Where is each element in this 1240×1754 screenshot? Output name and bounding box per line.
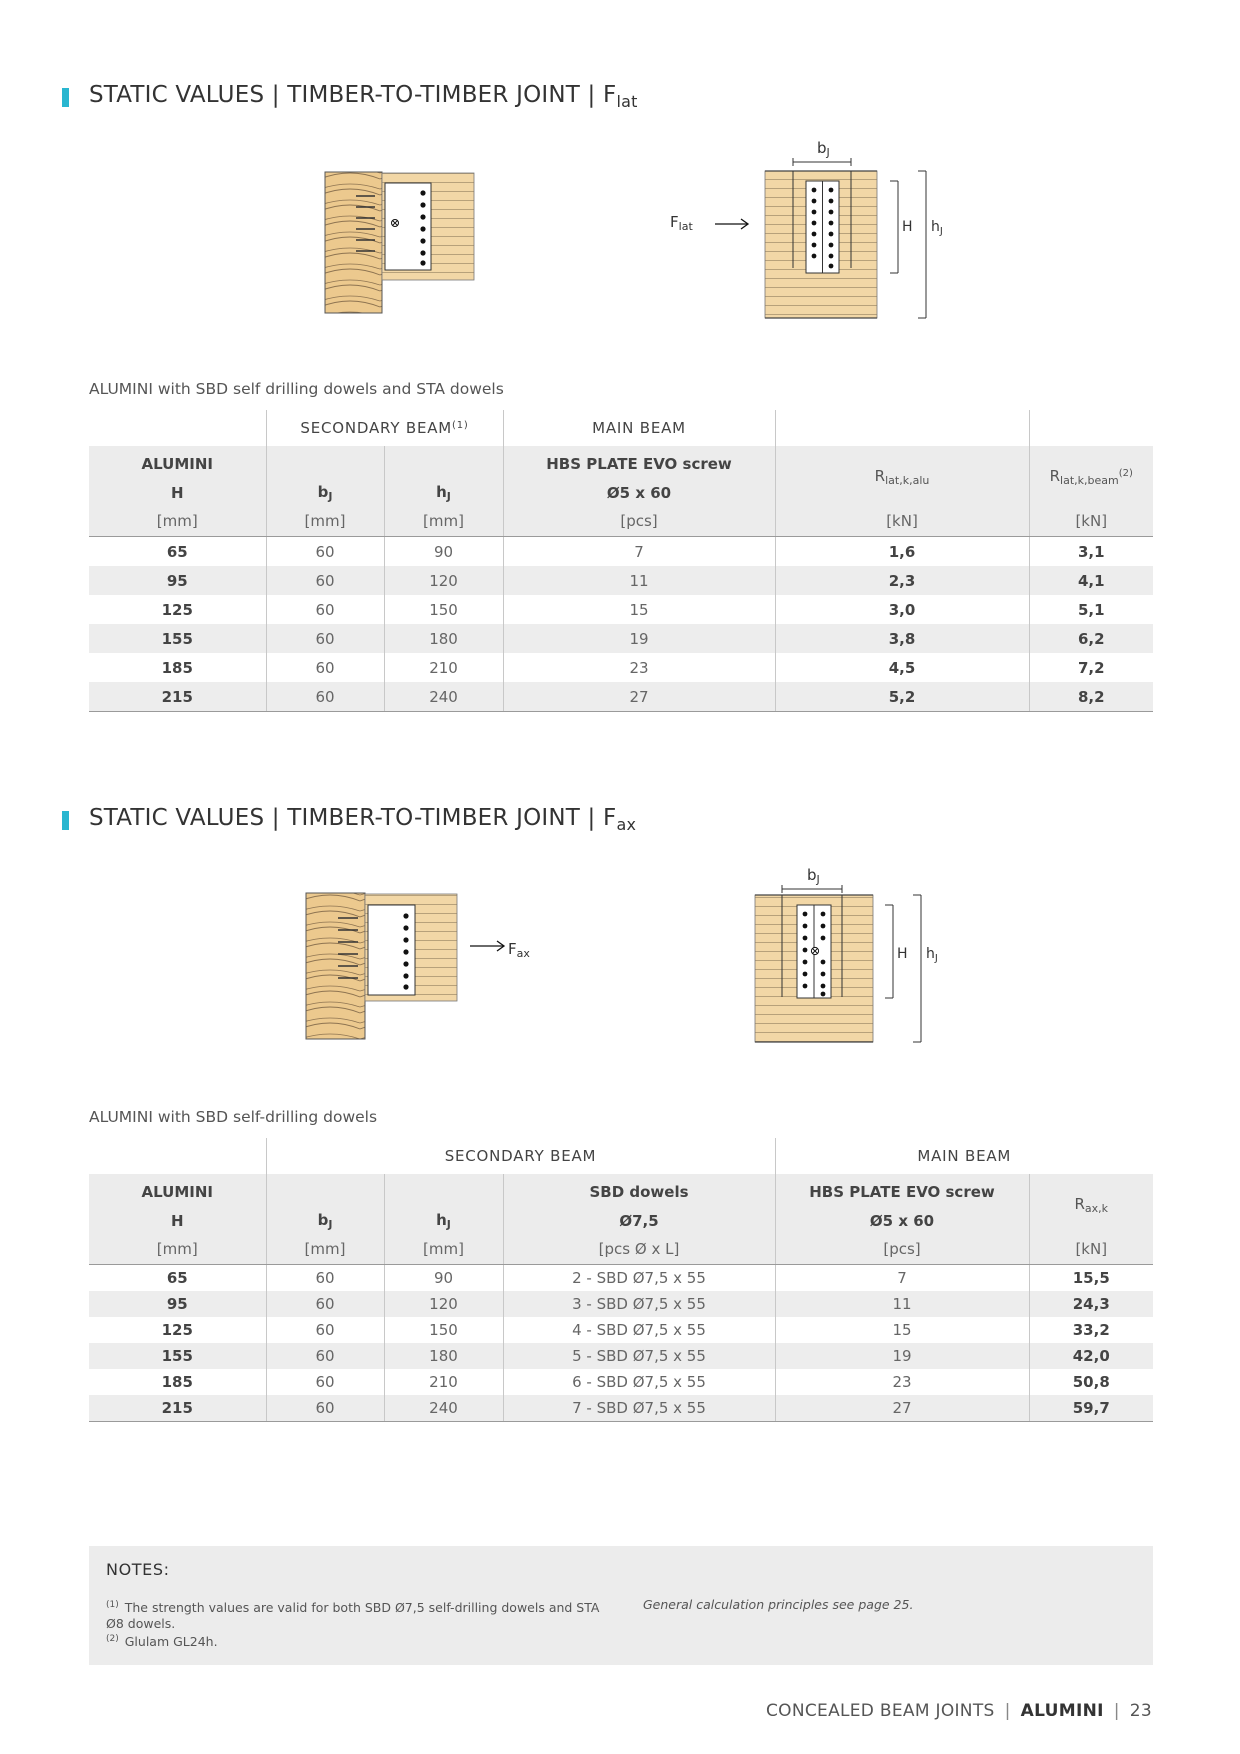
- table-cell: 27: [503, 682, 775, 712]
- table-cell: 185: [161, 658, 193, 677]
- header-r-lat-alu: $R_{lat,k,alu}$: [775, 446, 1029, 506]
- table-cell: 23: [503, 653, 775, 682]
- diagram-flat-side-view: [320, 165, 480, 320]
- table-cell: 6 - SBD Ø7,5 x 55: [503, 1369, 775, 1395]
- table-cell: 19: [775, 1343, 1029, 1369]
- table-header-row: [89, 1207, 1153, 1234]
- table-cell: 60: [266, 595, 384, 624]
- table1-caption: ALUMINI with SBD self drilling dowels and STA dowels: [89, 380, 504, 398]
- bj-label: $b_J$: [807, 866, 820, 886]
- header-r-lat-beam: $R_{lat,k,beam}^{(2)}$: [1029, 446, 1153, 506]
- table-cell: 240: [384, 1395, 503, 1422]
- table-units-row: [89, 506, 1153, 537]
- section-marker: [62, 811, 69, 830]
- table-cell: 60: [266, 653, 384, 682]
- table-cell: 90: [384, 1265, 503, 1292]
- H-label: H: [897, 946, 908, 962]
- table-cell: 65: [166, 542, 188, 561]
- table-cell: 150: [384, 1317, 503, 1343]
- note-general: General calculation principles see page 25.: [643, 1597, 914, 1612]
- unit-hj: [mm]: [384, 506, 503, 537]
- table-row: [89, 682, 1153, 712]
- table-cell: 125: [161, 600, 193, 619]
- table-cell: 15: [503, 595, 775, 624]
- header-hj: $h_J$: [384, 1207, 503, 1234]
- table-cell: 23: [775, 1369, 1029, 1395]
- table-cell: 3 - SBD Ø7,5 x 55: [503, 1291, 775, 1317]
- table-cell: 215: [89, 682, 266, 712]
- notes-box: [89, 1546, 1153, 1665]
- table-cell: 60: [266, 1395, 384, 1422]
- table-cell: 4,1: [1029, 566, 1153, 595]
- table-cell: 24,3: [1029, 1291, 1153, 1317]
- group-secondary-beam: SECONDARY BEAM$^{(1)}$: [266, 410, 503, 446]
- hj-label: $h_J$: [926, 946, 938, 964]
- table-cell: 60: [266, 624, 384, 653]
- table2-caption: ALUMINI with SBD self-drilling dowels: [89, 1108, 378, 1126]
- table-cell: 60: [266, 1291, 384, 1317]
- header-screw: HBS PLATE EVO screw: [503, 446, 775, 479]
- table-cell: 210: [384, 1369, 503, 1395]
- header-screw-size: Ø5 x 60: [775, 1207, 1029, 1234]
- header-H: H: [89, 1207, 266, 1234]
- header-r-ax: $R_{ax,k}$: [1029, 1174, 1153, 1234]
- table-row: [89, 595, 1153, 624]
- diagram-flat-section-view: [665, 135, 955, 325]
- notes-title: NOTES:: [106, 1560, 170, 1579]
- note-2: $^{(2)}$ Glulam GL24h.: [106, 1634, 218, 1649]
- table-cell: 50,8: [1029, 1369, 1153, 1395]
- table-fax-body: [89, 1265, 1153, 1422]
- table-cell: 42,0: [1029, 1343, 1153, 1369]
- table-cell: 15,5: [1029, 1265, 1153, 1292]
- header-dowel-size: Ø7,5: [503, 1207, 775, 1234]
- table-header-row: [89, 446, 1153, 479]
- H-label: H: [902, 219, 913, 235]
- table-cell: 120: [384, 566, 503, 595]
- unit-screw: [pcs]: [775, 1234, 1029, 1265]
- table-flat-body: [89, 537, 1153, 712]
- table-cell: 210: [384, 653, 503, 682]
- table-cell: 180: [384, 624, 503, 653]
- unit-screw: [pcs]: [503, 506, 775, 537]
- table-cell: 5 - SBD Ø7,5 x 55: [503, 1343, 775, 1369]
- header-alumini: ALUMINI: [89, 1174, 266, 1207]
- unit-H: [mm]: [89, 506, 266, 537]
- unit-r-alu: [kN]: [775, 506, 1029, 537]
- table-cell: 215: [89, 1395, 266, 1422]
- table-row: [89, 1343, 1153, 1369]
- table-group-header: [89, 1138, 1153, 1174]
- table-row: [89, 1317, 1153, 1343]
- table-cell: 2 - SBD Ø7,5 x 55: [503, 1265, 775, 1292]
- table-cell: 7: [775, 1265, 1029, 1292]
- table-cell: 120: [384, 1291, 503, 1317]
- diagram-fax-side-view: [300, 887, 560, 1047]
- table-cell: 240: [384, 682, 503, 712]
- group-main-beam: MAIN BEAM: [775, 1138, 1153, 1174]
- table-header-row: [89, 1174, 1153, 1207]
- table-cell: 2,3: [775, 566, 1029, 595]
- unit-dowels: [pcs Ø x L]: [503, 1234, 775, 1265]
- table-cell: 150: [384, 595, 503, 624]
- header-screw: HBS PLATE EVO screw: [775, 1174, 1029, 1207]
- unit-r-beam: [kN]: [1029, 506, 1153, 537]
- unit-hj: [mm]: [384, 1234, 503, 1265]
- table-cell: 60: [266, 1265, 384, 1292]
- table-row: [89, 566, 1153, 595]
- table-cell: 7: [503, 537, 775, 567]
- table-row: [89, 653, 1153, 682]
- table-cell: 19: [503, 624, 775, 653]
- force-label-fax: $F_{ax}$: [508, 940, 530, 960]
- table-cell: 180: [384, 1343, 503, 1369]
- table-cell: 95: [89, 566, 266, 595]
- table-cell: 60: [266, 537, 384, 567]
- table-cell: 3,8: [775, 624, 1029, 653]
- diagram-fax-section-view: [660, 862, 950, 1052]
- table-units-row: [89, 1234, 1153, 1265]
- footer-product: ALUMINI: [1020, 1701, 1104, 1721]
- unit-bj: [mm]: [266, 1234, 384, 1265]
- table-flat: [89, 410, 1153, 712]
- table-cell: 60: [266, 682, 384, 712]
- header-bj: $b_J$: [266, 479, 384, 506]
- section-marker: [62, 88, 69, 107]
- table-row: [89, 624, 1153, 653]
- group-secondary-beam: SECONDARY BEAM: [266, 1138, 775, 1174]
- table-cell: 65: [166, 1269, 188, 1287]
- page-number: 23: [1129, 1701, 1152, 1721]
- table-cell: 60: [266, 1369, 384, 1395]
- table-cell: 60: [266, 566, 384, 595]
- unit-H: [mm]: [89, 1234, 266, 1265]
- table-cell: 5,1: [1029, 595, 1153, 624]
- table-cell: 185: [161, 1373, 193, 1391]
- unit-bj: [mm]: [266, 506, 384, 537]
- page-footer: CONCEALED BEAM JOINTS | ALUMINI | 23: [765, 1701, 1152, 1721]
- table-cell: 60: [266, 1317, 384, 1343]
- table-cell: 125: [161, 1321, 193, 1339]
- header-bj: $b_J$: [266, 1207, 384, 1234]
- table-row: [89, 1369, 1153, 1395]
- table-cell: 8,2: [1029, 682, 1153, 712]
- note-1: $^{(1)}$ The strength values are valid for both SBD Ø7,5 self-drilling dowels and STA Ø8 dowels.: [106, 1600, 600, 1631]
- table-cell: 59,7: [1029, 1395, 1153, 1422]
- footer-section: CONCEALED BEAM JOINTS: [765, 1701, 995, 1721]
- table-cell: 6,2: [1029, 624, 1153, 653]
- table-row: [89, 1265, 1153, 1292]
- table-fax: [89, 1138, 1153, 1422]
- table-cell: 90: [384, 537, 503, 567]
- table-cell: 33,2: [1029, 1317, 1153, 1343]
- header-H: H: [89, 479, 266, 506]
- header-screw-size: Ø5 x 60: [503, 479, 775, 506]
- table-cell: 1,6: [775, 537, 1029, 567]
- table-cell: 60: [266, 1343, 384, 1369]
- table-cell: 95: [89, 1291, 266, 1317]
- table-cell: 15: [775, 1317, 1029, 1343]
- table-cell: 7,2: [1029, 653, 1153, 682]
- table-cell: 7 - SBD Ø7,5 x 55: [503, 1395, 775, 1422]
- table-cell: 4,5: [775, 653, 1029, 682]
- hj-label: $h_J$: [931, 219, 943, 237]
- table-row: [89, 1291, 1153, 1317]
- unit-r-ax: [kN]: [1029, 1234, 1153, 1265]
- section-title-fax: STATIC VALUES | TIMBER-TO-TIMBER JOINT | $F_{ax}$: [89, 805, 637, 834]
- force-label-flat: $F_{lat}$: [670, 213, 693, 233]
- table-cell: 155: [89, 624, 266, 653]
- section-title-flat: STATIC VALUES | TIMBER-TO-TIMBER JOINT | $F_{lat}$: [89, 82, 638, 111]
- table-cell: 3,1: [1029, 537, 1153, 567]
- table-cell: 155: [89, 1343, 266, 1369]
- table-cell: 11: [503, 566, 775, 595]
- table-cell: 4 - SBD Ø7,5 x 55: [503, 1317, 775, 1343]
- table-cell: 11: [775, 1291, 1029, 1317]
- header-alumini: ALUMINI: [89, 446, 266, 479]
- header-hj: $h_J$: [384, 479, 503, 506]
- table-row: [89, 537, 1153, 567]
- group-main-beam: MAIN BEAM: [503, 410, 775, 446]
- table-row: [89, 1395, 1153, 1422]
- bj-label: $b_J$: [817, 139, 830, 159]
- table-cell: 5,2: [775, 682, 1029, 712]
- table-cell: 27: [775, 1395, 1029, 1422]
- table-cell: 3,0: [775, 595, 1029, 624]
- table-group-header: [89, 410, 1153, 446]
- header-dowels: SBD dowels: [503, 1174, 775, 1207]
